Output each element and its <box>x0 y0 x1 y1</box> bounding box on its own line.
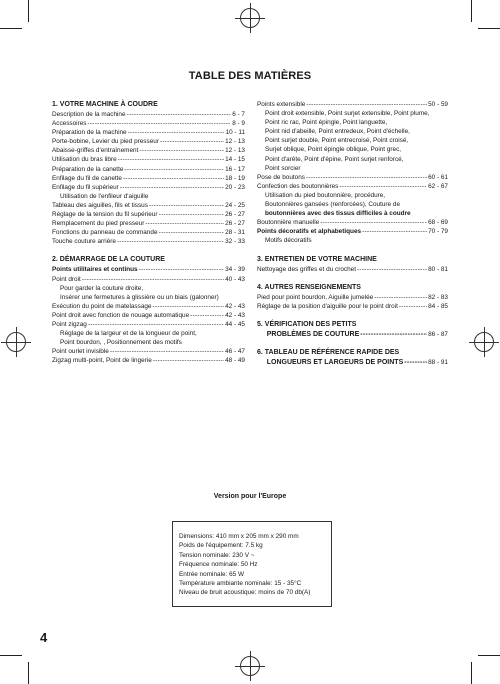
toc-subtopics: Point sorcier <box>265 164 301 172</box>
toc-entry-pages: 84 - 85 <box>428 302 448 310</box>
section-gap <box>257 339 448 348</box>
toc-entry[interactable] <box>52 128 245 137</box>
toc-entry-pages: 34 - 39 <box>225 266 245 274</box>
dot-leader <box>127 110 232 119</box>
dot-leader <box>159 210 225 219</box>
toc-entry-pages: 62 - 67 <box>428 182 448 190</box>
dot-leader <box>123 174 224 183</box>
toc-right-column <box>257 100 448 367</box>
toc-entry[interactable] <box>257 265 448 274</box>
toc-entry-pages: 50 - 59 <box>428 101 448 108</box>
toc-entry-title: Enfilage du fil de canette <box>52 174 122 182</box>
section-gap <box>257 274 448 283</box>
toc-entry-pages: 60 - 61 <box>428 173 448 181</box>
spec-line: Température ambiante nominale: 15 - 35°C <box>179 580 302 588</box>
toc-entry-pages: 10 - 11 <box>225 129 245 137</box>
dot-leader <box>82 275 224 284</box>
toc-entry[interactable] <box>257 227 448 236</box>
toc-entry-title: Tableau des aiguilles, fils et tissus <box>52 201 148 209</box>
dot-leader <box>118 155 224 164</box>
toc-subtopics: Pour garder la couture droite, <box>60 284 144 292</box>
toc-entry-title: Point droit <box>52 275 81 283</box>
toc-subtopics: Utilisation du pied boutonnière, procédure, <box>265 191 386 199</box>
dot-leader <box>110 347 224 356</box>
toc-subtopics: Point ric rac, Point épingle, Point languette, <box>265 119 388 127</box>
dot-leader <box>362 227 427 236</box>
section-gap <box>257 311 448 320</box>
toc-entry-pages: 28 - 31 <box>225 229 245 237</box>
toc-entry-title: Porte-bobine, Levier du pied presseur <box>52 138 159 146</box>
toc-subtopics: Point d'arête, Point d'épine, Point surjet renforcé, <box>265 155 404 163</box>
toc-entry[interactable] <box>52 137 245 146</box>
toc-entry[interactable] <box>52 219 245 228</box>
toc-entry-pages: 26 - 27 <box>225 211 245 219</box>
toc-entry-title: Remplacement du pied presseur <box>52 220 145 228</box>
registration-mark-top <box>240 8 260 28</box>
registration-mark-bottom <box>240 656 260 676</box>
dot-leader <box>306 173 427 182</box>
toc-entry-title: Enfilage du fil supérieur <box>52 183 119 191</box>
dot-leader <box>320 218 427 227</box>
toc-entry-title: Points extensible <box>257 101 306 108</box>
toc-entry-pages: 80 - 81 <box>428 265 448 273</box>
toc-entry-title: Points utilitaires et continus <box>52 266 138 274</box>
spec-line: Dimensions: 410 mm x 205 mm x 290 mm <box>179 533 299 540</box>
toc-entry-title: Exécution du point de matelassage <box>52 302 152 310</box>
spec-line: Entrée nominale: 65 W <box>179 570 245 578</box>
toc-entry[interactable] <box>52 183 245 192</box>
dot-leader <box>399 302 427 311</box>
toc-entry[interactable] <box>257 358 448 367</box>
toc-entry[interactable] <box>52 311 245 320</box>
toc-subtopics: Motifs décoratifs <box>265 237 312 245</box>
section-heading: 1. VOTRE MACHINE À COUDRE <box>52 101 158 108</box>
section-heading: 6. TABLEAU DE RÉFÉRENCE RAPIDE DES <box>257 348 400 356</box>
registration-mark-left <box>6 332 26 352</box>
spec-box <box>172 521 332 607</box>
toc-entry[interactable] <box>257 218 448 227</box>
toc-entry-title: Fonctions du panneau de commande <box>52 229 158 237</box>
toc-entry-title: Réglage de la position d'aiguille pour le point droit <box>257 302 398 310</box>
dot-leader <box>87 119 231 128</box>
toc-entry[interactable] <box>52 320 245 329</box>
toc-entry[interactable] <box>52 155 245 164</box>
spec-line: Tension nominale: 230 V ~ <box>179 551 255 559</box>
toc-entry-pages: 20 - 23 <box>225 183 245 191</box>
toc-entry-pages: 68 - 69 <box>428 219 448 227</box>
section-heading: 4. AUTRES RENSEIGNEMENTS <box>257 283 361 291</box>
toc-entry-pages: 70 - 79 <box>428 228 448 236</box>
toc-entry-pages: 44 - 45 <box>225 320 245 328</box>
dot-leader <box>357 265 427 274</box>
toc-entry[interactable] <box>52 356 245 365</box>
section-heading: 5. VÉRIFICATION DES PETITS <box>257 320 357 328</box>
dot-leader <box>374 293 427 302</box>
dot-leader <box>404 358 427 367</box>
toc-entry[interactable] <box>52 265 245 274</box>
toc-entry-pages: 42 - 43 <box>225 311 245 319</box>
dot-leader <box>159 228 225 237</box>
toc-entry-pages: 46 - 47 <box>225 348 245 356</box>
toc-entry[interactable] <box>52 110 245 119</box>
toc-entry-pages: 86 - 87 <box>428 330 448 338</box>
toc-entry-title: Réglage de la tension du fil supérieur <box>52 211 158 219</box>
dot-leader <box>145 219 224 228</box>
toc-entry-title: Point droit avec fonction de nouage automatique <box>52 311 190 319</box>
toc-entry[interactable] <box>52 237 245 246</box>
toc-entry-pages: 18 - 19 <box>225 174 245 182</box>
dot-leader <box>153 356 224 365</box>
section-gap <box>52 246 245 255</box>
toc-subtopics: boutonnières avec des tissus difficiles à coudre <box>265 210 411 218</box>
section-gap <box>257 246 448 255</box>
spec-line: Poids de l'équipement: 7.5 kg <box>179 542 263 550</box>
toc-subtopics: Point bourdon, , Positionnement des motifs <box>60 339 182 347</box>
toc-entry-title: Boutonnière manuelle <box>257 219 320 227</box>
toc-entry-pages: 14 - 15 <box>225 156 245 164</box>
toc-entry-title: Abaisse-griffes d'entraînement <box>52 147 139 155</box>
toc-subtopics: Point nid d'abeille, Point entredeux, Point d'échelle, <box>265 128 410 136</box>
toc-entry-title: Utilisation du bras libre <box>52 156 117 164</box>
toc-entry-title: Description de la machine <box>52 111 126 118</box>
section-heading: 3. ENTRETIEN DE VOTRE MACHINE <box>257 255 377 263</box>
dot-leader <box>88 320 224 329</box>
toc-entry-pages: 12 - 13 <box>225 147 245 155</box>
toc-entry[interactable] <box>52 347 245 356</box>
toc-entry-title: Pose de boutons <box>257 173 305 181</box>
toc-subtopics: Surjet oblique, Point épingle oblique, Point grec, <box>265 146 402 154</box>
toc-entry[interactable] <box>52 174 245 183</box>
toc-entry-pages: 6 - 7 <box>232 111 245 118</box>
toc-entry[interactable] <box>257 302 448 311</box>
dot-leader <box>160 137 224 146</box>
page-number: 4 <box>40 630 48 645</box>
toc-subtopics: Point droit extensible, Point surjet extensible, Point plume, <box>265 110 430 118</box>
toc-entry-title: Accessoires <box>52 120 87 128</box>
dot-leader <box>117 237 224 246</box>
dot-leader <box>149 201 224 210</box>
toc-entry-pages: 40 - 43 <box>225 275 245 283</box>
dot-leader <box>152 302 224 311</box>
toc-entry-pages: 12 - 13 <box>225 138 245 146</box>
toc-subtopics: Boutonnières gansées (renforcées), Couture de <box>265 201 400 209</box>
toc-entry[interactable] <box>52 228 245 237</box>
toc-entry-pages: 24 - 25 <box>225 201 245 209</box>
toc-entry[interactable] <box>257 182 448 191</box>
toc-entry-pages: 88 - 91 <box>428 358 448 366</box>
toc-entry-pages: 48 - 49 <box>225 357 245 365</box>
toc-entry[interactable] <box>257 173 448 182</box>
toc-entry-title: Point ourlet invisible <box>52 348 109 356</box>
toc-entry-title: Zigzag multi-point, Point de lingerie <box>52 357 152 365</box>
toc-entry[interactable] <box>257 330 448 339</box>
dot-leader <box>339 182 427 191</box>
dot-leader <box>120 183 224 192</box>
toc-entry-title: Préparation de la machine <box>52 129 127 137</box>
toc-entry-title: Point zigzag <box>52 320 87 328</box>
toc-entry-pages: 32 - 33 <box>225 238 245 246</box>
dot-leader <box>139 146 224 155</box>
toc-entry[interactable] <box>257 293 448 302</box>
toc-subtopics: Réglage de la largeur et de la longueur de point, <box>60 330 197 338</box>
spec-line: Niveau de bruit acoustique: moins de 70 db(A) <box>179 589 311 597</box>
toc-entry[interactable] <box>52 146 245 155</box>
toc-entry-title: Pied pour point bourdon, Aiguille jumelée <box>257 293 374 301</box>
toc-entry-pages: 26 - 27 <box>225 220 245 228</box>
dot-leader <box>124 165 224 174</box>
section-heading: 2. DÉMARRAGE DE LA COUTURE <box>52 256 165 264</box>
registration-mark-right <box>474 332 494 352</box>
page-title: TABLE DES MATIÈRES <box>188 70 312 82</box>
toc-entry-pages: 82 - 83 <box>428 293 448 301</box>
dot-leader <box>190 311 224 320</box>
toc-entry[interactable] <box>52 201 245 210</box>
toc-entry[interactable] <box>52 275 245 284</box>
toc-entry[interactable] <box>52 165 245 174</box>
spec-line: Fréquence nominale: 50 Hz <box>179 561 258 569</box>
toc-entry[interactable] <box>52 210 245 219</box>
dot-leader <box>360 330 427 339</box>
toc-entry-title: Confection des boutonnières <box>257 182 339 190</box>
toc-entry-title: Nettoyage des griffes et du crochet <box>257 265 356 273</box>
toc-subtopics: Insérer une fermetures à glissière ou un biais (galonner) <box>60 293 219 301</box>
toc-entry-pages: 16 - 17 <box>225 165 245 173</box>
dot-leader <box>306 100 427 109</box>
toc-entry-pages: 42 - 43 <box>225 302 245 310</box>
dot-leader <box>139 265 225 274</box>
toc-left-column <box>52 100 245 365</box>
toc-entry-title: PROBLÈMES DE COUTURE <box>257 330 360 338</box>
toc-entry-pages: 8 - 9 <box>232 120 245 128</box>
toc-entry[interactable] <box>52 119 245 128</box>
toc-entry-title: LONGUEURS ET LARGEURS DE POINTS <box>257 358 404 366</box>
toc-entry-title: Préparation de la canette <box>52 165 124 173</box>
toc-entry[interactable] <box>52 302 245 311</box>
dot-leader <box>128 128 225 137</box>
toc-entry-title: Touche couture arrière <box>52 238 116 246</box>
toc-entry[interactable] <box>257 100 448 109</box>
toc-subtopics: Point surjet double, Point entrecroisé, Point croisé, <box>265 137 409 145</box>
toc-entry-title: Points décoratifs et alphabetiques <box>257 228 362 236</box>
toc-subtopics: Utilisation de l'enfileur d'aiguille <box>60 192 149 200</box>
europe-version-title: Version pour l'Europe <box>213 493 287 500</box>
spec-list <box>179 532 310 598</box>
